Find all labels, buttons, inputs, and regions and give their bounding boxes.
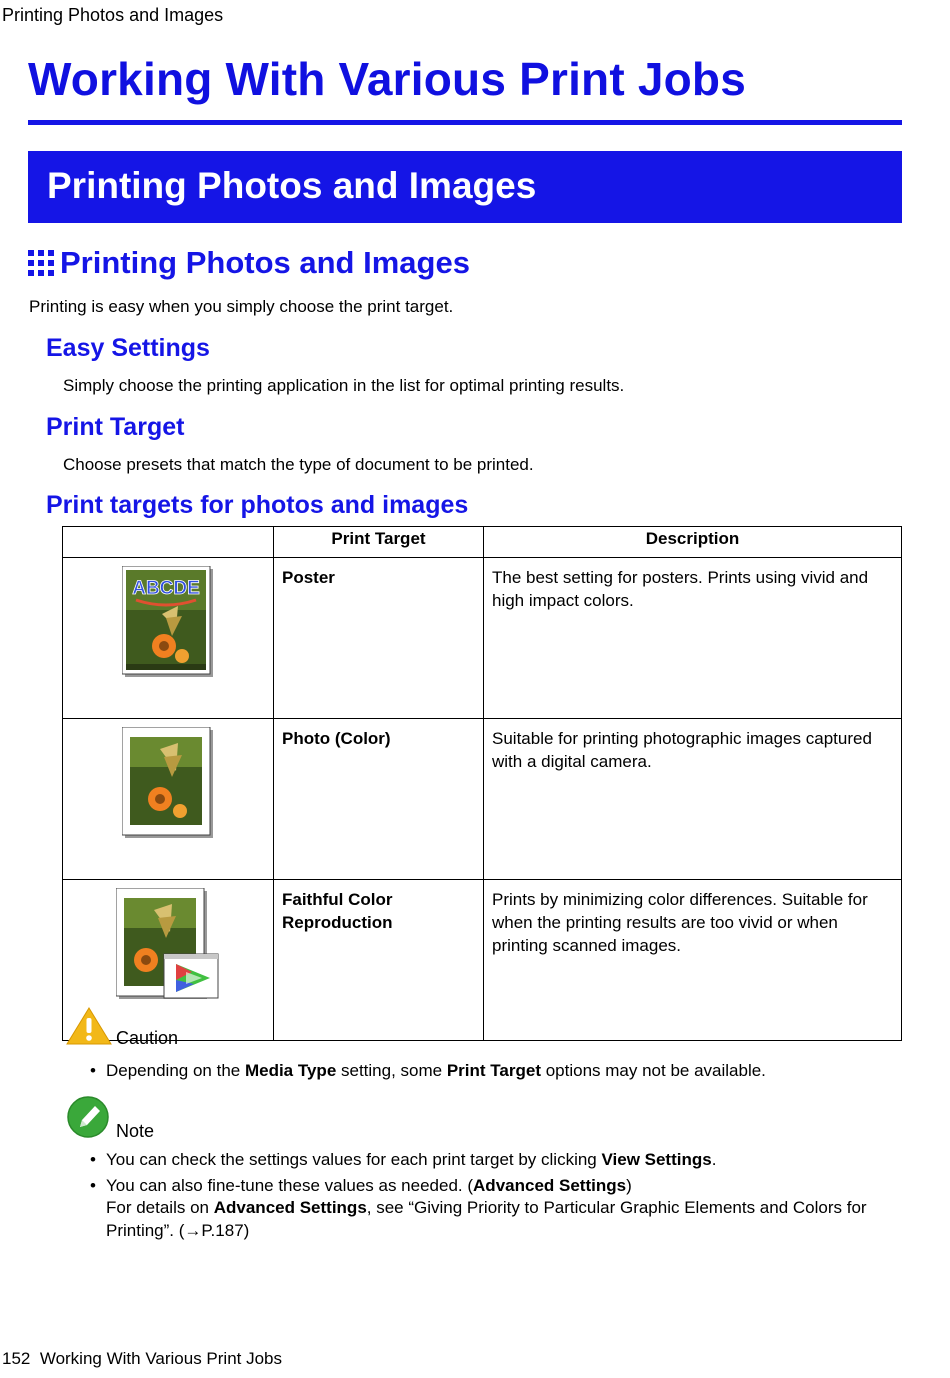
note-list (90, 1149, 880, 1245)
print-target-text: Choose presets that match the type of document to be printed. (63, 455, 534, 474)
caution-label-row (66, 1006, 178, 1046)
table-row (63, 880, 902, 1041)
list-item: • Depending on the Media Type setting, some Print Target options may not be available. (90, 1060, 766, 1083)
print-target-name: Faithful Color Reproduction (274, 880, 484, 1041)
note-label: Note (116, 1121, 155, 1141)
list-item: • You can check the settings values for each print target by clicking View Settings. (90, 1149, 880, 1172)
image-column-header (63, 527, 274, 558)
section-banner-title: Printing Photos and Images (47, 165, 537, 206)
page-number: 152 (2, 1349, 31, 1368)
pencil-icon (66, 1095, 112, 1139)
print-target-description: The best setting for posters. Prints using vivid and high impact colors. (484, 558, 902, 719)
easy-settings-text: Simply choose the printing application in the list for optimal printing results. (63, 376, 625, 395)
page-footer (2, 1349, 282, 1369)
caution-label: Caution (116, 1028, 179, 1048)
svg-text:ABCDE: ABCDE (132, 578, 200, 599)
caution-list (90, 1060, 766, 1086)
chapter-title: Working With Various Print Jobs (28, 53, 747, 105)
print-target-column-header: Print Target (274, 527, 484, 558)
easy-settings-heading: Easy Settings (46, 334, 210, 362)
print-target-name: Photo (Color) (274, 719, 484, 880)
table-row (63, 719, 902, 880)
print-target-name: Poster (274, 558, 484, 719)
caution-icon (66, 1006, 112, 1046)
section-banner (28, 151, 902, 223)
note-label-row (66, 1095, 154, 1139)
description-column-header: Description (484, 527, 902, 558)
grid-icon (28, 250, 54, 276)
print-target-description: Prints by minimizing color differences. Suitable for when the printing results are too vivid or when printing scanned images. (484, 880, 902, 1041)
print-target-heading: Print Target (46, 413, 185, 441)
table-header-row (63, 527, 902, 558)
print-targets-table (62, 526, 902, 1041)
targets-table-heading: Print targets for photos and images (46, 491, 469, 519)
topic-title: Printing Photos and Images (60, 245, 470, 280)
footer-title: Working With Various Print Jobs (39, 1349, 283, 1368)
topic-heading (28, 243, 470, 283)
photo-color-thumbnail-cell (63, 719, 274, 880)
table-row (63, 558, 902, 719)
intro-text: Printing is easy when you simply choose the print target. (29, 297, 454, 316)
list-item: • You can also fine-tune these values as needed. (Advanced Settings) For details on Advanced Settings, see “Giving Priority to Particular Graphic Elements and Colors for Printing”. (→P.187) (90, 1175, 880, 1243)
photo-color-thumbnail-image (122, 727, 214, 839)
chapter-rule (28, 120, 902, 125)
faithful-color-thumbnail-image (116, 888, 220, 1000)
print-target-description: Suitable for printing photographic images captured with a digital camera. (484, 719, 902, 880)
poster-thumbnail-cell (63, 558, 274, 719)
running-header: Printing Photos and Images (2, 5, 224, 25)
poster-thumbnail-image (122, 566, 214, 678)
